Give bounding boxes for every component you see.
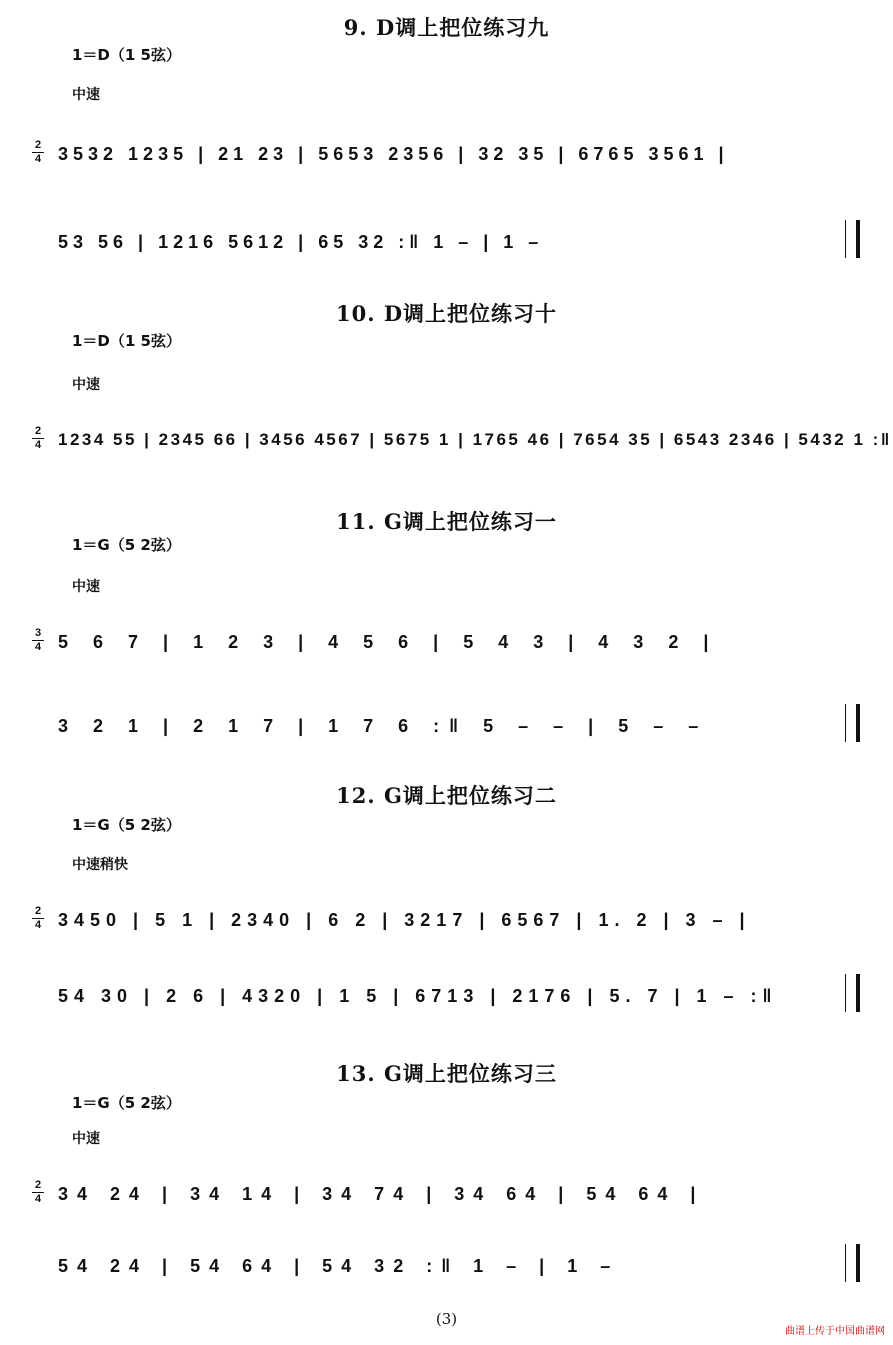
key-signature: 1＝D（1 5弦）: [72, 46, 181, 64]
tempo-marking: 中速: [72, 1131, 100, 1147]
tempo-marking: 中速: [72, 87, 100, 103]
staff-line: [30, 628, 860, 674]
tempo-marking: 中速: [72, 377, 100, 393]
page-number: (3): [435, 1310, 458, 1328]
notation-line: 54 24 | 54 64 | 54 32 :‖ 1 – | 1 –: [58, 1256, 620, 1276]
time-signature-top: 2: [34, 425, 42, 437]
section-title: 12. G调上把位练习二: [336, 783, 557, 808]
final-barline: [845, 1244, 860, 1282]
time-signature: [30, 140, 46, 165]
time-signature-top: 2: [34, 905, 42, 917]
final-barline: [845, 220, 860, 258]
final-barline: [845, 704, 860, 742]
site-credit: 曲谱上传于中国曲谱网: [785, 1326, 885, 1337]
time-signature-top: 2: [34, 1179, 42, 1191]
notation-line: 53 56 | 1216 5612 | 65 32 :‖ 1 – | 1 –: [58, 232, 544, 252]
section-title: 9. D调上把位练习九: [343, 15, 550, 40]
notation-line: 34 24 | 34 14 | 34 74 | 34 64 | 54 64 |: [58, 1184, 705, 1204]
section-title: 11. G调上把位练习一: [336, 509, 557, 534]
staff-line: [30, 425, 892, 472]
key-signature: 1＝G（5 2弦）: [72, 536, 181, 554]
staff-line: [30, 1180, 860, 1226]
key-signature: 1＝D（1 5弦）: [72, 332, 181, 350]
time-signature-bottom: 4: [34, 439, 42, 451]
time-signature: [30, 1180, 46, 1205]
time-signature: [30, 906, 46, 931]
tempo-marking: 中速稍快: [72, 857, 128, 873]
time-signature-top: 3: [34, 627, 42, 639]
time-signature-bottom: 4: [34, 919, 42, 931]
time-signature-bottom: 4: [34, 1193, 42, 1205]
tempo-marking: 中速: [72, 579, 100, 595]
staff-line: [30, 906, 860, 952]
notation-line: 3450 | 5 1 | 2340 | 6 2 | 3217 | 6567 | 1. 2 | 3 – |: [58, 910, 751, 930]
notation-line: 3532 1235 | 21 23 | 5653 2356 | 32 35 | 6765 3561 |: [58, 144, 729, 164]
key-signature: 1＝G（5 2弦）: [72, 1094, 181, 1112]
notation-line: 5 6 7 | 1 2 3 | 4 5 6 | 5 4 3 | 4 3 2 |: [58, 632, 719, 652]
staff-line: [30, 140, 860, 186]
staff-line: [30, 228, 860, 274]
notation-line: 3 2 1 | 2 1 7 | 1 7 6 :‖ 5 – – | 5 – –: [58, 716, 709, 736]
section-title: 13. G调上把位练习三: [336, 1061, 557, 1086]
final-barline: [845, 974, 860, 1012]
key-signature: 1＝G（5 2弦）: [72, 816, 181, 834]
notation-line: 1234 55 | 2345 66 | 3456 4567 | 5675 1 | 1765 46 | 7654 35 | 6543 2346 | 5432 1 :‖: [58, 430, 892, 449]
time-signature: [30, 426, 46, 451]
time-signature-bottom: 4: [34, 641, 42, 653]
time-signature-top: 2: [34, 139, 42, 151]
time-signature-bottom: 4: [34, 153, 42, 165]
section-title: 10. D调上把位练习十: [335, 301, 558, 326]
staff-line: [30, 982, 860, 1028]
notation-line: 54 30 | 2 6 | 4320 | 1 5 | 6713 | 2176 | 5. 7 | 1 – :‖: [58, 986, 778, 1006]
time-signature: [30, 628, 46, 653]
staff-line: [30, 1252, 860, 1298]
staff-line: [30, 712, 860, 758]
